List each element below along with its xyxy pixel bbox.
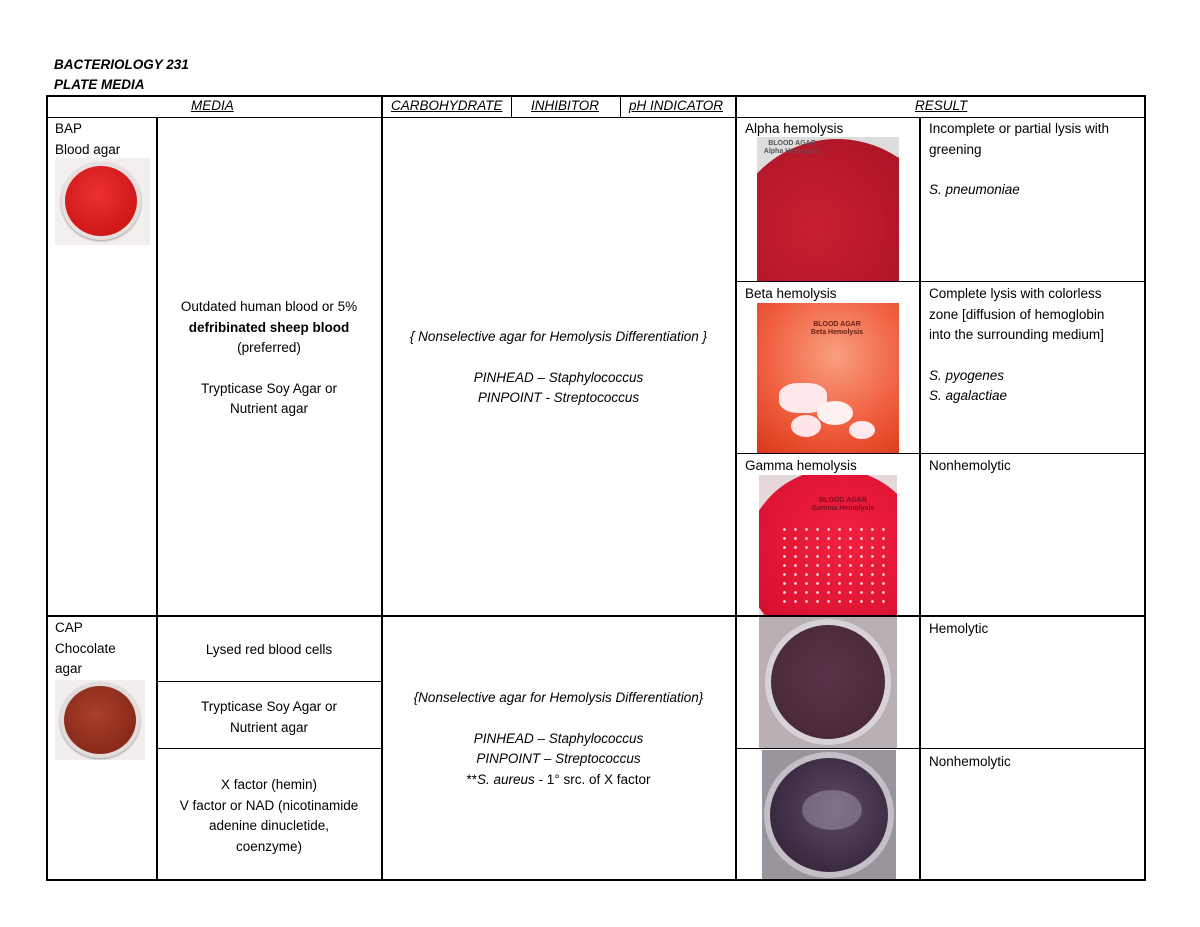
alpha-hemolysis-label: Alpha hemolysis xyxy=(745,121,844,136)
chocolate-agar-plate-image xyxy=(55,680,145,760)
cap-ing2-line2: Nutrient agar xyxy=(229,719,309,735)
cap-ingredient-2 xyxy=(158,697,380,738)
beta-desc-line2: zone [diffusion of hemoglobin xyxy=(929,306,1105,322)
bap-name-cell xyxy=(55,119,120,160)
gamma-hemolysis-label: Gamma hemolysis xyxy=(745,458,857,473)
bap-notes xyxy=(383,327,734,409)
beta-plate-label: BLOOD AGAR Beta Hemolysis xyxy=(810,321,864,336)
gamma-hemolysis-plate-image xyxy=(759,475,897,615)
alpha-organism: S. pneumoniae xyxy=(929,182,1020,197)
bap-note-line1: { Nonselective agar for Hemolysis Differentiation } xyxy=(409,329,708,344)
cap-note-line4: **S. aureus - 1° src. of X factor xyxy=(466,771,651,787)
cap-nonhemolytic-desc: Nonhemolytic xyxy=(929,754,1011,769)
cap-ingredient-1: Lysed red blood cells xyxy=(205,642,333,657)
bap-ing-line4: Trypticase Soy Agar or xyxy=(200,380,338,396)
header-media: MEDIA xyxy=(191,98,234,113)
bap-note-line3: PINPOINT - Streptococcus xyxy=(477,390,640,405)
document-title: BACTERIOLOGY 231 xyxy=(54,57,189,72)
cap-note-line2: PINHEAD – Staphylococcus xyxy=(473,730,644,746)
bap-ingredients xyxy=(158,297,380,420)
cap-fullname-line1: Chocolate xyxy=(55,640,116,656)
blood-agar-plate-image xyxy=(55,158,150,245)
cap-ing3-line3: adenine dinucletide, xyxy=(208,818,330,833)
cap-ing3-line2: V factor or NAD (nicotinamide xyxy=(179,797,359,813)
beta-desc-line1: Complete lysis with colorless xyxy=(929,286,1102,301)
cap-hemolytic-desc: Hemolytic xyxy=(929,621,989,636)
beta-hemolysis-desc xyxy=(929,284,1104,407)
cap-note-line1: {Nonselective agar for Hemolysis Differentiation} xyxy=(413,690,704,705)
cap-notes xyxy=(383,688,734,790)
document-subtitle: PLATE MEDIA xyxy=(54,77,145,92)
cap-ing3-line1: X factor (hemin) xyxy=(220,777,318,792)
header-ph-indicator: pH INDICATOR xyxy=(629,98,724,113)
cap-ing3-line4: coenzyme) xyxy=(235,838,303,854)
bap-ing-line3: (preferred) xyxy=(237,340,301,355)
cap-hemolytic-plate-image xyxy=(759,617,897,748)
beta-desc-line3: into the surrounding medium] xyxy=(929,327,1104,342)
cap-abbrev: CAP xyxy=(55,620,83,635)
beta-organism1: S. pyogenes xyxy=(929,367,1005,383)
bap-fullname: Blood agar xyxy=(55,141,121,157)
cap-fullname-line2: agar xyxy=(55,661,83,676)
bap-ing-line5: Nutrient agar xyxy=(229,401,309,416)
header-carbohydrate: CARBOHYDRATE xyxy=(391,98,503,113)
alpha-desc-line1: Incomplete or partial lysis with xyxy=(929,121,1110,136)
header-inhibitor: INHIBITOR xyxy=(531,98,600,113)
cap-ing2-line1: Trypticase Soy Agar or xyxy=(200,699,338,714)
alpha-plate-label: BLOOD AGAR Alpha Hemolysis xyxy=(763,140,821,155)
alpha-hemolysis-plate-image xyxy=(757,137,899,281)
gamma-plate-label: BLOOD AGAR Gamma Hemolysis xyxy=(811,497,875,512)
alpha-hemolysis-desc xyxy=(929,119,1109,201)
cap-ingredient-3 xyxy=(158,775,380,857)
cap-note-line3: PINPOINT – Streptococcus xyxy=(476,751,641,766)
beta-hemolysis-plate-image xyxy=(757,303,899,453)
bap-abbrev: BAP xyxy=(55,121,83,136)
gamma-hemolysis-desc: Nonhemolytic xyxy=(929,458,1011,473)
beta-organism2: S. agalactiae xyxy=(929,388,1008,403)
cap-name-cell xyxy=(55,618,116,680)
bap-ing-line1: Outdated human blood or 5% xyxy=(180,299,358,314)
alpha-desc-line2: greening xyxy=(929,141,982,157)
bap-ing-line2: defribinated sheep blood xyxy=(188,319,350,335)
cap-nonhemolytic-plate-image xyxy=(762,750,896,879)
header-result: RESULT xyxy=(915,98,968,113)
bap-note-line2: PINHEAD – Staphylococcus xyxy=(473,369,644,385)
beta-hemolysis-label: Beta hemolysis xyxy=(745,286,837,301)
